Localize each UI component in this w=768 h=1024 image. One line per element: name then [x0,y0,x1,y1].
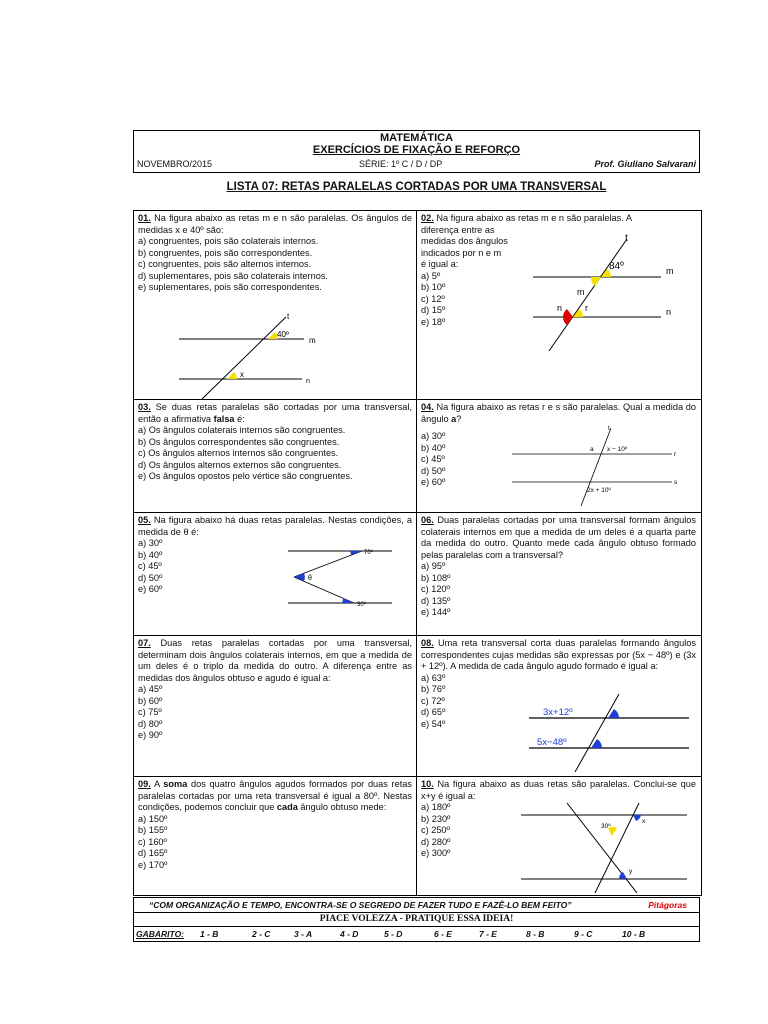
question-stem-end: é: [234,413,245,424]
question-04 [417,400,700,512]
answer-item: 7 - E [479,929,497,939]
option-a: a) 30º [421,431,446,441]
option-c: c) 75º [138,707,162,717]
question-08 [417,636,700,776]
emphasis: falsa [213,413,235,424]
option-c: c) 250º [421,825,450,835]
question-number: 10. [421,779,434,789]
parallel-lines-figure [174,307,374,399]
figure-label-m: m [309,336,316,345]
question-row [134,636,701,777]
question-number: 02. [421,213,434,223]
stem-line: é igual a: [421,259,459,269]
answer-item: 9 - C [574,929,593,939]
figure-label-r: r [585,303,588,313]
option-c: c) 45º [138,561,162,571]
header-box [133,130,700,173]
question-stem: Na figura abaixo há duas retas paralelas. Nestas condições, a medida de θ é: [138,515,412,537]
question-number: 07. [138,638,151,648]
answer-item: 3 - A [294,929,313,939]
options [138,236,412,294]
list-title: LISTA 07: RETAS PARALELAS CORTADAS POR UMA TRANSVERSAL [226,181,607,193]
option-a: a) 95º [421,561,446,571]
option-c: c) 45º [421,454,445,464]
figure-label-a: a [590,446,594,453]
series: SÉRIE: 1º C / D / DP [359,159,443,169]
figure-label-n-line: n [666,307,672,317]
parallel-lines-figure [525,692,697,772]
options [421,561,696,619]
figure-label-top: 3x+12º [543,707,573,718]
parallel-lines-figure [527,229,697,359]
question-number: 05. [138,515,151,525]
question-stem: Na figura abaixo as retas r e s são paralelas. Qual a medida do ângulo [421,402,696,424]
question-stem: Na figura abaixo as retas m e n são paralelas. A [436,213,632,223]
option-d: d) 135º [421,595,451,606]
question-row [134,211,701,400]
option-a: a) 180º [421,802,451,812]
option-d: d) 50º [138,572,163,583]
option-d: d) 15º [421,305,446,315]
angle-figure [282,543,412,613]
option-b: b) 40º [421,442,446,453]
option-c: c) 160º [138,836,167,847]
option-c: c) Os ângulos alternos internos são congruentes. [138,448,339,458]
option-d: d) 65º [421,707,446,717]
figure-label-angle: 30º [601,823,611,830]
option-e: e) 170º [138,859,168,870]
answer-item: 2 - C [252,929,271,939]
question-stem-mid: dos quatro ângulos agudos formados por duas retas paralelas cortadas por uma reta transversal é igual a 80º. Nestas condições, podemos concluir que [138,779,412,812]
figure-label-n-angle: n [557,303,563,313]
question-05 [134,513,417,635]
question-stem: A [153,779,164,789]
question-number: 03. [138,402,151,412]
options [138,425,412,483]
option-d: d) 165º [138,848,168,858]
option-a: a) 5º [421,270,441,281]
question-stem-end: ? [456,413,462,424]
subtitle: EXERCÍCIOS DE FIXAÇÃO E REFORÇO [312,144,521,156]
option-d: d) 80º [138,718,163,729]
option-e: e) 60º [421,477,446,487]
question-stem: Na figura abaixo as retas m e n são paralelas. Os ângulos de medidas x e 40º são: [138,213,412,235]
figure-label-x: x [642,818,646,825]
subject-title: MATEMÁTICA [379,132,454,144]
question-number: 01. [138,213,151,223]
figure-label-bottom: 2x + 10º [587,487,611,494]
answer-item: 5 - D [384,929,403,939]
option-c: c) congruentes, pois são alternos internos. [138,259,312,269]
crossing-lines-figure [517,801,692,893]
options [138,684,412,742]
figure-label-s: s [674,479,678,486]
quote-bar [133,897,700,913]
question-stem: Se duas retas paralelas são cortadas por uma transversal, então a afirmativa [138,402,412,424]
option-e: e) Os ângulos opostos pelo vértice são congruentes. [138,471,353,481]
answer-key-label: GABARITO: [136,929,185,939]
question-stem: Na figura abaixo as duas retas são paralelas. Conclui-se que x+y é igual a: [421,779,696,801]
question-stem-end: ângulo obtuso mede: [297,802,387,812]
question-stem: Duas retas paralelas cortadas por uma transversal, determinam dois ângulos colaterais internos, em que a medida de um deles é o triplo da medida do outro. A diferença entre as medidas dos ângulos obtuso e agudo é igual a: [138,638,412,683]
question-03 [134,400,417,512]
option-c: c) 72º [421,695,445,706]
emphasis: a [451,413,457,424]
option-a: a) 30º [138,538,163,548]
quote-text: “COM ORGANIZAÇÃO E TEMPO, ENCONTRA-SE O SEGREDO DE FAZER TUDO E FAZÊ-LO BEM FEITO” [149,900,572,910]
question-09 [134,777,417,895]
figure-label-t: t [287,312,290,321]
figure-label-m-angle: m [577,287,585,297]
option-b: b) congruentes, pois são correspondentes. [138,247,313,258]
question-stem: Duas paralelas cortadas por uma transversal formam ângulos colaterais internos em que a medida de um deles é a quarta parte da medida do outro. Quanto mede cada ângulo obtuso formado pelas paralelas com a transversal? [421,515,696,560]
option-b: b) 230º [421,813,451,824]
figure-label-bottom: 5x−48º [537,737,567,748]
option-e: e) 144º [421,607,451,617]
option-b: b) 76º [421,684,446,694]
stem-line: indicados por n e m [421,247,502,258]
stem-line: medidas dos ângulos [421,236,508,246]
question-row [134,513,701,636]
option-c: c) 12º [421,293,445,304]
worksheet [133,130,700,939]
figure-label-top: x − 10º [607,446,628,453]
option-a: a) 45º [138,684,163,694]
option-d: d) 50º [421,465,446,476]
figure-label-x: x [240,370,244,379]
figure-label-t: t [608,425,610,432]
option-c: c) 120º [421,584,450,594]
teacher: Prof. Giuliano Salvarani [594,159,696,169]
option-e: e) 60º [138,584,163,594]
option-b: b) 10º [421,282,446,292]
question-01 [134,211,417,399]
figure-label-t: t [625,233,628,244]
figure-label-angle: 40º [277,330,289,339]
figure-label-m-line: m [666,266,674,276]
option-b: b) 155º [138,825,168,835]
figure-label-r: r [674,451,677,458]
option-b: b) Os ângulos correspondentes são congruentes. [138,436,340,447]
question-row [134,400,701,513]
question-number: 08. [421,638,434,648]
option-b: b) 108º [421,572,451,583]
figure-label-theta: θ [308,575,312,582]
question-number: 04. [421,402,434,412]
options [138,814,412,872]
date: NOVEMBRO/2015 [137,159,213,169]
option-d: d) Os ângulos alternos externos são congruentes. [138,459,342,470]
question-07 [134,636,417,776]
answer-item: 4 - D [340,929,359,939]
footer [133,897,700,942]
question-grid [133,210,702,896]
figure-label-bottom: 30º [357,602,366,608]
option-e: e) 54º [421,718,446,729]
option-a: a) Os ângulos colaterais internos são congruentes. [138,425,346,435]
motto: PIACE VOLEZZA - PRATIQUE ESSA IDEIA! [133,913,700,927]
answer-item: 10 - B [622,929,646,939]
option-d: d) suplementares, pois são colaterais internos. [138,270,328,281]
option-e: e) 300º [421,848,451,858]
figure-label-y: y [629,868,633,875]
stem-line: diferença entre as [421,224,495,235]
answer-item: 8 - B [526,929,545,939]
option-b: b) 40º [138,549,163,560]
question-02 [417,211,700,399]
emphasis: cada [276,802,298,812]
option-e: e) 18º [421,316,446,327]
option-b: b) 60º [138,695,163,706]
answer-item: 6 - E [434,929,452,939]
option-a: a) 150º [138,813,168,824]
question-row [134,777,701,895]
question-number: 09. [138,779,151,789]
parallel-lines-figure [507,424,697,510]
option-e: e) suplementares, pois são correspondentes. [138,282,322,292]
question-number: 06. [421,515,434,525]
question-06 [417,513,700,635]
option-a: a) congruentes, pois são colaterais internos. [138,236,319,246]
answer-key [133,927,700,942]
emphasis: soma [163,779,188,789]
figure-label-top: 70º [364,550,373,556]
option-d: d) 280º [421,836,451,847]
option-a: a) 63º [421,672,446,683]
figure-label-n: n [306,378,310,385]
quote-author: Pitágoras [648,900,687,910]
answer-item: 1 - B [200,929,219,939]
option-e: e) 90º [138,730,163,740]
question-stem: Uma reta transversal corta duas paralelas formando ângulos correspondentes cujas medidas são expressas por (5x − 48º) e (3x + 12º). A medida de cada ângulo agudo formado é igual a: [421,638,696,671]
question-10 [417,777,700,895]
figure-label-angle: 84º [609,261,624,272]
